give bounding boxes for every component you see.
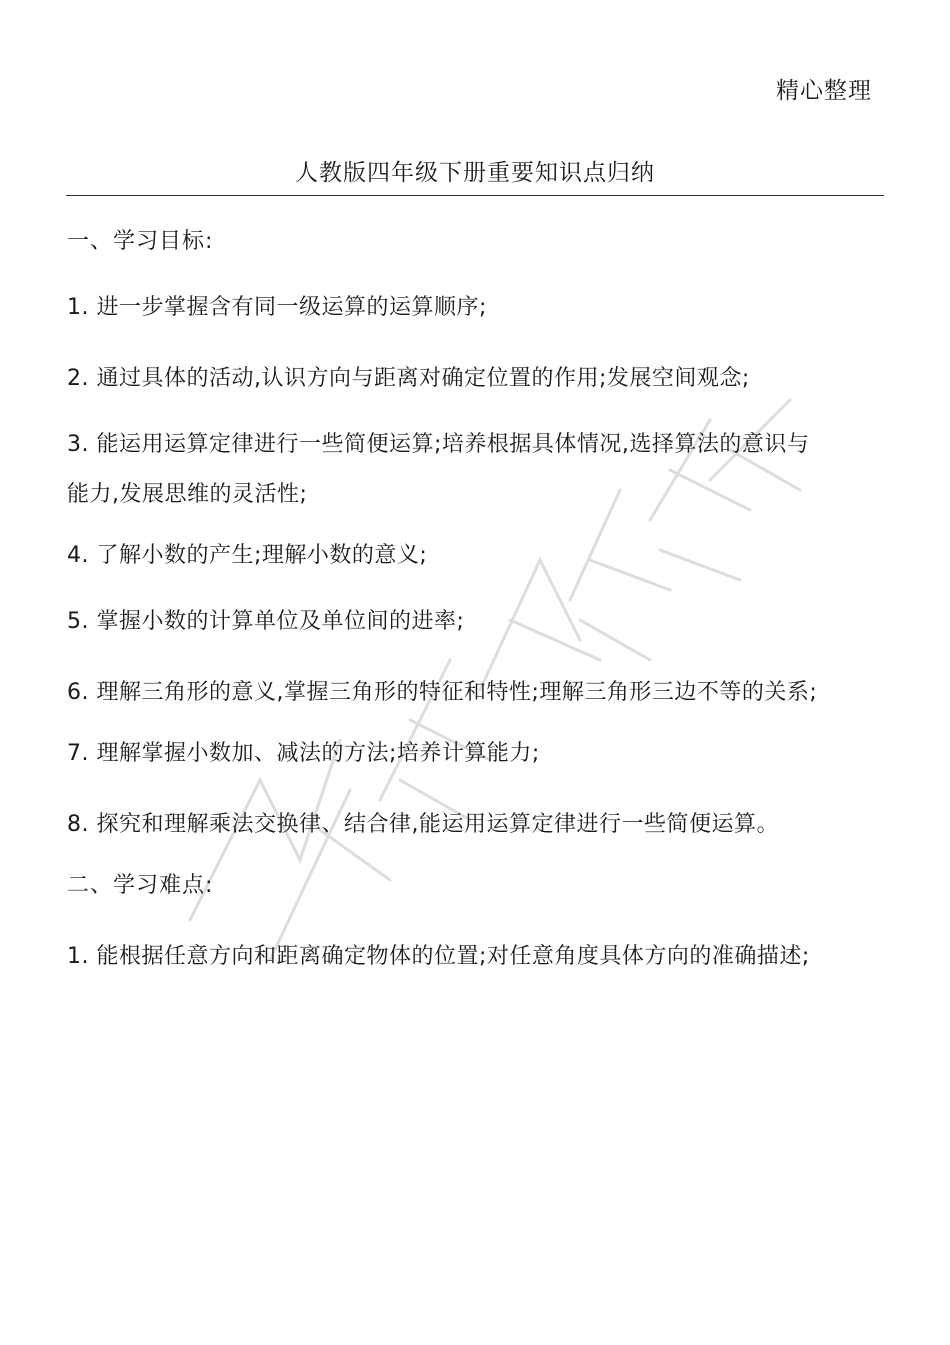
document-title: 人教版四年级下册重要知识点归纳: [295, 160, 655, 186]
list-item: 7. 理解掌握小数加、减法的方法;培养计算能力;: [67, 741, 540, 766]
section-heading-goals: 一、学习目标:: [67, 229, 214, 254]
list-item: 6. 理解三角形的意义,掌握三角形的特征和特性;理解三角形三边不等的关系;: [67, 680, 818, 705]
list-item: 1. 能根据任意方向和距离确定物体的位置;对任意角度具体方向的准确描述;: [67, 944, 810, 969]
list-item: 4. 了解小数的产生;理解小数的意义;: [67, 543, 428, 568]
header-label: 精心整理: [776, 78, 872, 104]
list-item: 2. 通过具体的活动,认识方向与距离对确定位置的作用;发展空间观念;: [67, 366, 750, 391]
list-item: 8. 探究和理解乘法交换律、结合律,能运用运算定律进行一些简便运算。: [67, 812, 779, 837]
list-item: 1. 进一步掌握含有同一级运算的运算顺序;: [67, 295, 487, 320]
document-body: [67, 222, 827, 998]
list-item: 5. 掌握小数的计算单位及单位间的进率;: [67, 609, 465, 634]
section-heading-difficulties: 二、学习难点:: [67, 873, 214, 898]
title-divider: [66, 195, 884, 196]
list-item: 3. 能运用运算定律进行一些简便运算;培养根据具体情况,选择算法的意识与能力,发展思维的灵活性;: [67, 432, 810, 507]
